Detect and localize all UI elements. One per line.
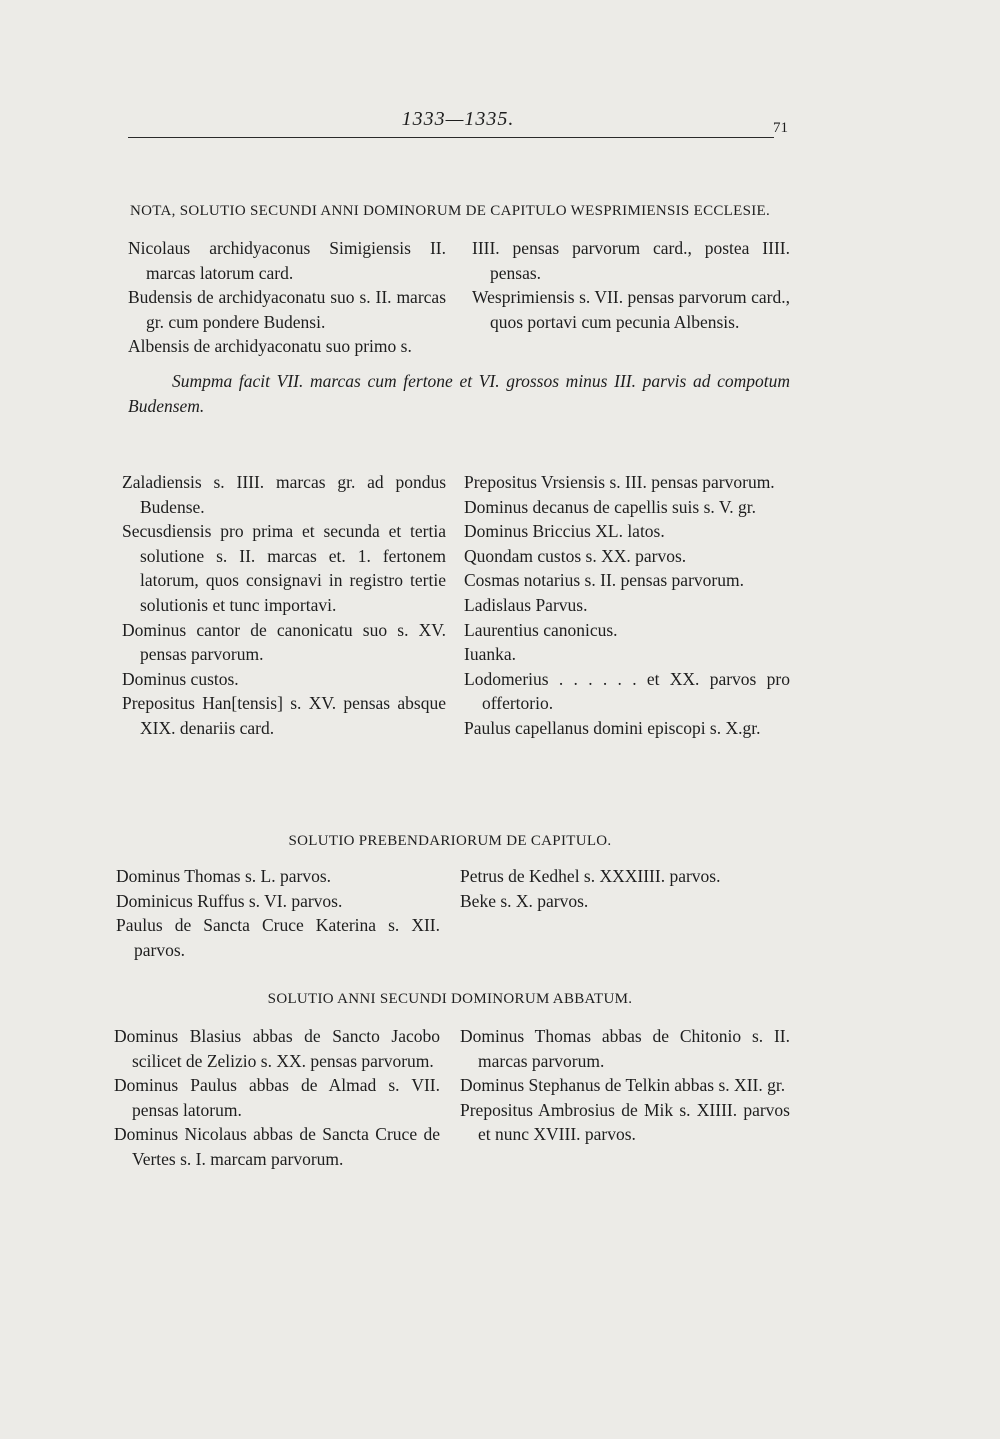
header-years: 1333—1335. <box>401 108 515 130</box>
section-heading: SOLUTIO PREBENDARIORUM DE CAPITULO. <box>288 833 612 849</box>
section-prebendarii <box>110 830 790 962</box>
entry: Prepositus Ambrosius de Mik s. XIIII. parvos et nunc XVIII. parvos. <box>460 1099 790 1145</box>
entry: Prepositus Vrsiensis s. III. pensas parvorum. <box>464 472 775 492</box>
entry: Secusdiensis pro prima et secunda et tertia solutione s. II. marcas et. 1. fertonem latorum, quos consignavi in registro tertie solutionis et tunc importavi. <box>122 521 446 615</box>
entry: Dominus Paulus abbas de Almad s. VII. pensas latorum. <box>114 1075 440 1120</box>
section-wesprimiensis <box>110 200 790 418</box>
entry: Prepositus Han[tensis] s. XV. pensas absque XIX. denariis card. <box>122 693 446 738</box>
left-column <box>110 1024 440 1172</box>
two-column-block <box>110 864 790 962</box>
entry: Dominicus Ruffus s. VI. parvos. <box>116 890 343 911</box>
left-column <box>110 236 446 359</box>
section-abbates <box>110 988 790 1172</box>
entry: IIII. pensas parvorum card., postea IIII. pensas. <box>472 238 790 283</box>
entry: Beke s. X. parvos. <box>460 890 589 911</box>
entry: Zaladiensis s. IIII. marcas gr. ad pondus Budense. <box>122 472 446 517</box>
entry: Lodomerius . . . . . . et XX. parvos pro offertorio. <box>464 668 790 714</box>
entry: Petrus de Kedhel s. XXXIIII. parvos. <box>460 866 721 886</box>
entry: Paulus de Sancta Cruce Katerina s. XII. parvos. <box>116 915 440 960</box>
two-column-block <box>110 1024 790 1172</box>
right-column <box>464 470 790 741</box>
entry: Laurentius canonicus. <box>464 619 618 640</box>
section-heading: NOTA, SOLUTIO SECUNDI ANNI DOMINORUM DE CAPITULO WESPRIMIENSIS ECCLESIE. <box>129 203 771 219</box>
two-column-block <box>110 470 790 741</box>
left-column <box>110 470 446 741</box>
entry: Ladislaus Parvus. <box>464 594 588 615</box>
entry: Budensis de archidyaconatu suo s. II. marcas gr. cum pondere Budensi. <box>128 287 446 332</box>
right-column <box>460 864 790 962</box>
entry: Dominus cantor de canonicatu suo s. XV. pensas parvorum. <box>122 619 446 665</box>
page-number: 71 <box>773 120 788 136</box>
entry: Dominus Briccius XL. latos. <box>464 521 665 542</box>
section-canons <box>110 470 790 741</box>
entry: Dominus custos. <box>122 668 239 689</box>
running-header <box>128 108 788 140</box>
entry: Albensis de archidyaconatu suo primo s. <box>128 336 412 357</box>
left-column <box>110 864 440 962</box>
right-column <box>472 236 790 359</box>
header-rule <box>128 137 774 138</box>
entry: Dominus Blasius abbas de Sancto Jacobo scilicet de Zelizio s. XX. pensas parvorum. <box>114 1026 440 1071</box>
two-column-block <box>110 236 790 359</box>
entry: Nicolaus archidyaconus Simigiensis II. marcas latorum card. <box>128 238 446 283</box>
entry: Dominus decanus de capellis suis s. V. gr. <box>464 496 756 517</box>
entry: Wesprimiensis s. VII. pensas parvorum card., quos portavi cum pecunia Albensis. <box>472 287 790 332</box>
entry: Dominus Thomas s. L. parvos. <box>116 866 332 886</box>
entry: Paulus capellanus domini episcopi s. X.gr. <box>464 717 761 738</box>
right-column <box>460 1024 790 1172</box>
entry: Iuanka. <box>464 644 516 665</box>
section-heading: SOLUTIO ANNI SECUNDI DOMINORUM ABBATUM. <box>267 991 633 1007</box>
summa-line: Sumpma facit VII. marcas cum fertone et VI. grossos minus III. parvis ad compotum Budensem. <box>128 370 790 416</box>
entry: Dominus Stephanus de Telkin abbas s. XII. gr. <box>460 1075 786 1096</box>
entry: Dominus Nicolaus abbas de Sancta Cruce de Vertes s. I. marcam parvorum. <box>114 1124 440 1169</box>
entry: Cosmas notarius s. II. pensas parvorum. <box>464 570 744 591</box>
entry: Dominus Thomas abbas de Chitonio s. II. marcas parvorum. <box>460 1026 790 1071</box>
entry: Quondam custos s. XX. parvos. <box>464 545 687 566</box>
